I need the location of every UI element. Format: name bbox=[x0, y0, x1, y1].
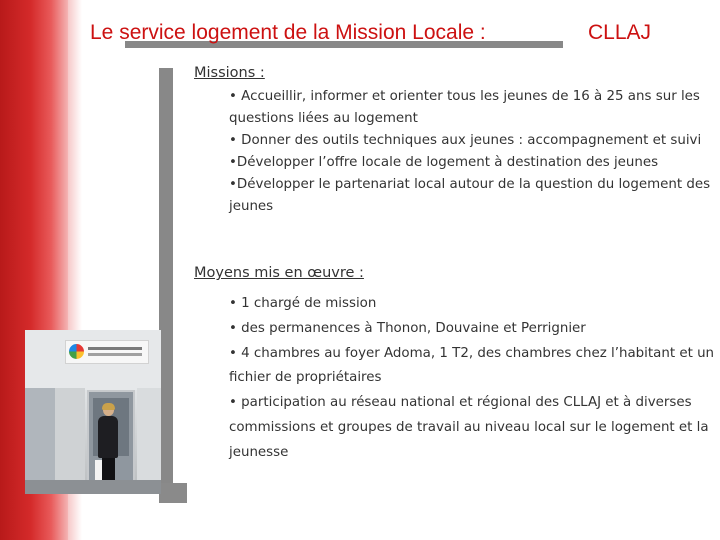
photo-wall bbox=[55, 388, 85, 494]
missions-item: • Accueillir, informer et orienter tous les jeunes de 16 à 25 ans sur les questions liées au logement bbox=[229, 89, 700, 126]
photo-ground bbox=[25, 480, 161, 494]
moyens-item: • participation au réseau national et régional des CLLAJ et à diverses commissions et groupes de travail au niveau local sur le logement et la jeunesse bbox=[229, 395, 709, 460]
missions-item: • Donner des outils techniques aux jeunes : accompagnement et suivi bbox=[229, 133, 702, 148]
missions-item: •Développer l’offre locale de logement à destination des jeunes bbox=[229, 155, 659, 170]
slide-title: Le service logement de la Mission Locale : bbox=[90, 21, 486, 44]
photo-person-body bbox=[98, 416, 118, 458]
photo-sign-lettering bbox=[88, 347, 142, 350]
missions-list bbox=[229, 86, 719, 218]
moyens-item: • des permanences à Thonon, Douvaine et Perrignier bbox=[229, 320, 586, 336]
photo-side-wall bbox=[137, 388, 161, 494]
vertical-divider-bar bbox=[159, 68, 173, 483]
photo-person-hair bbox=[102, 403, 115, 410]
photo-window bbox=[25, 388, 55, 494]
moyens-item: • 4 chambres au foyer Adoma, 1 T2, des chambres chez l’habitant et un fichier de propriétaires bbox=[229, 345, 715, 386]
vertical-divider-base bbox=[159, 483, 187, 503]
moyens-item: • 1 chargé de mission bbox=[229, 296, 377, 311]
missions-item: •Développer le partenariat local autour de la question du logement des jeunes bbox=[229, 177, 711, 214]
moyens-list bbox=[229, 292, 719, 466]
photo-office-sign bbox=[65, 340, 149, 364]
moyens-heading: Moyens mis en œuvre : bbox=[194, 265, 364, 281]
slide-title-acronym: CLLAJ bbox=[588, 21, 652, 44]
missions-heading: Missions : bbox=[194, 65, 265, 81]
office-entrance-photo bbox=[25, 330, 161, 494]
mission-locale-logo-icon bbox=[69, 344, 84, 359]
